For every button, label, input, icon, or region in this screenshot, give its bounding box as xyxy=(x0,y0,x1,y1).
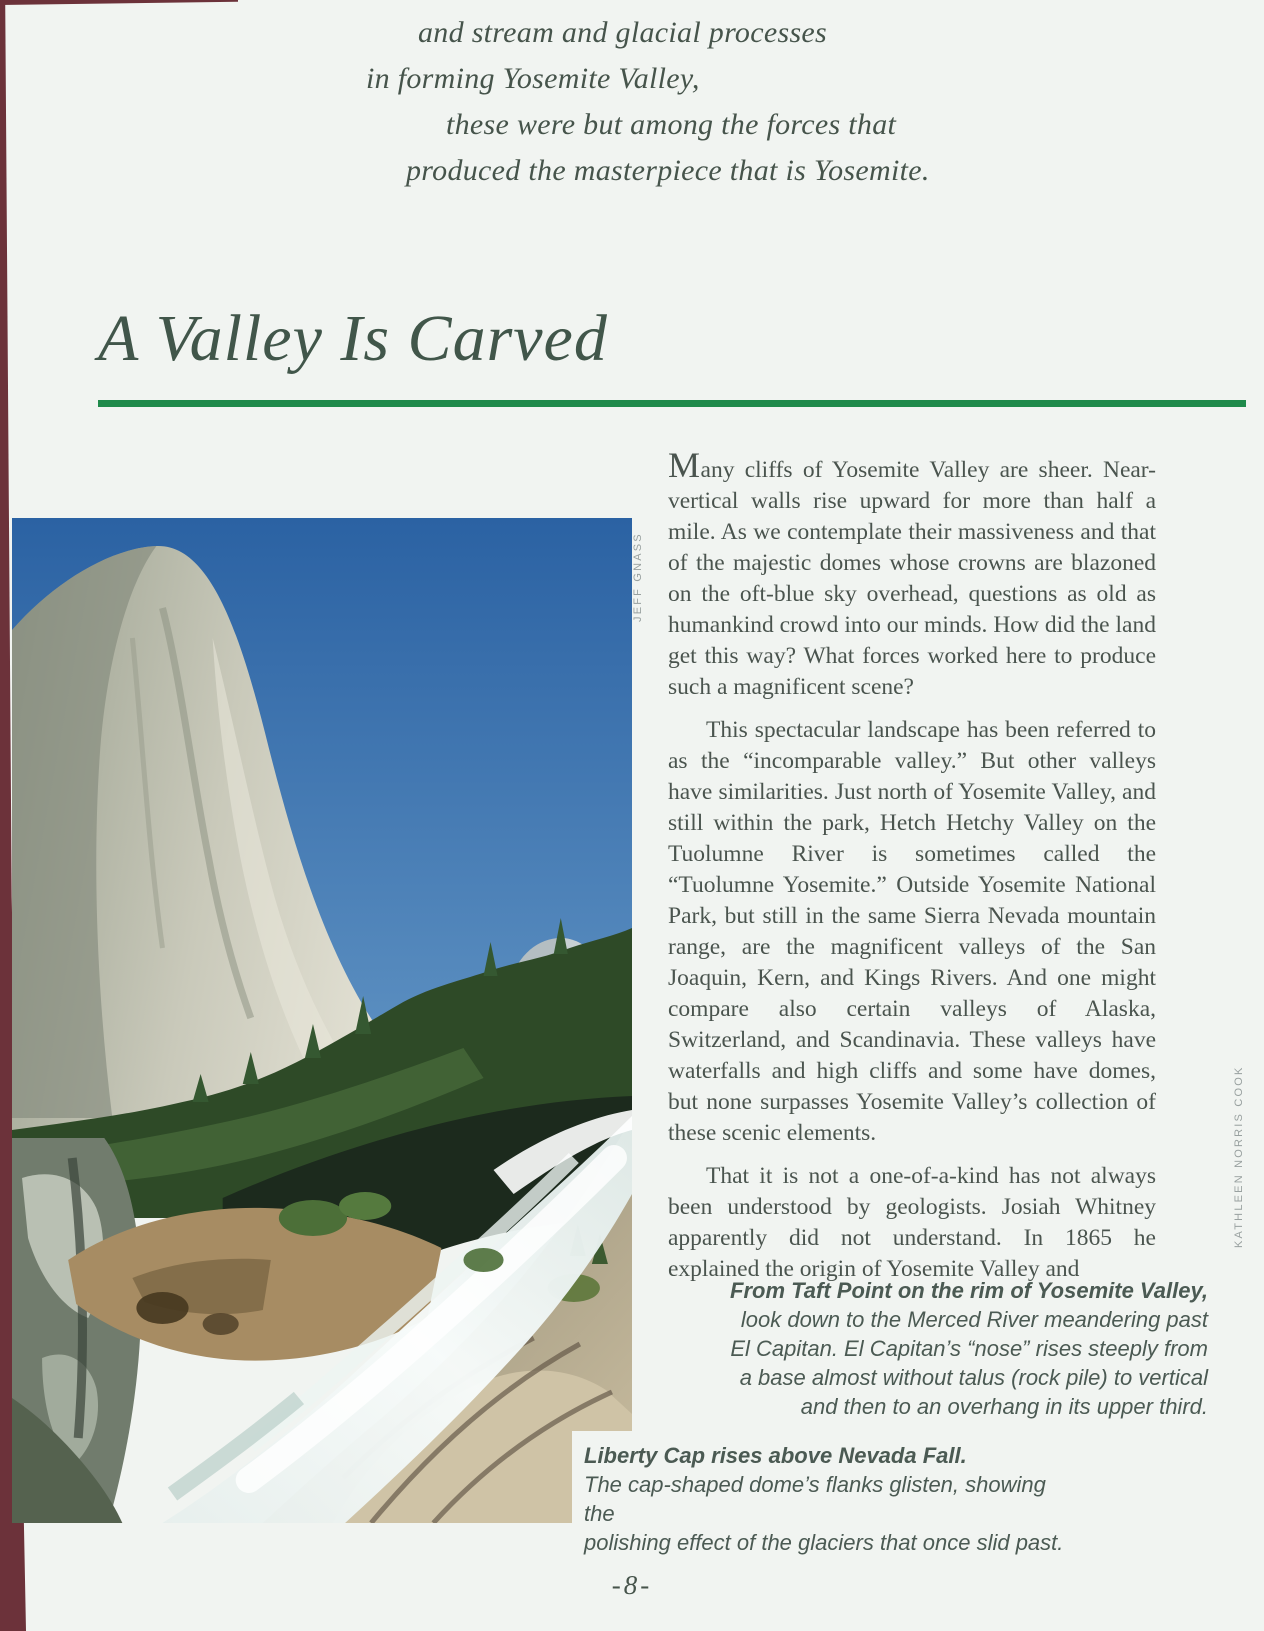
caption-line: polishing effect of the glaciers that once slid past. xyxy=(584,1530,1064,1555)
epigraph-line: produced the masterpiece that is Yosemite. xyxy=(406,154,930,187)
epigraph xyxy=(360,10,1020,194)
initial-capital: M xyxy=(668,445,701,485)
liberty-cap-photo-art xyxy=(12,518,632,1523)
paragraph-1 xyxy=(668,445,1156,703)
caption-line: a base almost without talus (rock pile) to vertical xyxy=(739,1365,1208,1390)
title-rule xyxy=(98,400,1246,407)
liberty-cap-photo xyxy=(12,518,632,1523)
caption-taft-point xyxy=(700,1276,1208,1421)
paragraph-3: That it is not a one-of-a-kind has not always been understood by geologists. Josiah Whitney apparently did not understand. In 1865 he explained the origin of Yosemite Valley and xyxy=(668,1163,1156,1282)
book-edge-stripe-top xyxy=(0,0,238,5)
epigraph-line: and stream and glacial processes xyxy=(418,16,828,49)
epigraph-line: these were but among the forces that xyxy=(446,108,897,141)
caption-line: From Taft Point on the rim of Yosemite Valley, xyxy=(730,1278,1208,1303)
caption-line: and then to an overhang in its upper third. xyxy=(800,1394,1208,1419)
chapter-title: A Valley Is Carved xyxy=(98,302,608,375)
paragraph-1-text: any cliffs of Yosemite Valley are sheer. Near-vertical walls rise upward for more than half a mile. As we contemplate their massiveness and that of the majestic domes whose crowns are blazoned on the oft-blue sky overhead, questions as old as humankind crowd into our minds. How did the land get this way? What forces worked here to produce such a magnificent scene? xyxy=(668,457,1156,700)
photo-credit-kathleen-norris-cook: KATHLEEN NORRIS COOK xyxy=(1233,1065,1245,1248)
caption-liberty-cap xyxy=(584,1441,1074,1557)
caption-line: The cap-shaped dome’s flanks glisten, showing the xyxy=(584,1472,1046,1526)
paragraph-2: This spectacular landscape has been referred to as the “incomparable valley.” But other valleys have similarities. Just north of Yosemite Valley, and still within the park, Hetch Hetchy Valley on the Tuolumne River is sometimes called the “Tuolumne Yosemite.” Outside Yosemite National Park, but still in the same Sierra Nevada mountain range, are the magnificent valleys of the San Joaquin, Kern, and Kings Rivers. And one might compare also certain valleys of Alaska, Switzerland, and Scandinavia. These valleys have waterfalls and high cliffs and some have domes, but none surpasses Yosemite Valley’s collection of these scenic elements. xyxy=(668,717,1156,1146)
epigraph-line: in forming Yosemite Valley, xyxy=(366,62,700,95)
page-number: -8- xyxy=(611,1570,653,1600)
caption-line: Liberty Cap rises above Nevada Fall. xyxy=(584,1443,967,1468)
body-column xyxy=(668,445,1156,1285)
caption-line: look down to the Merced River meandering past xyxy=(740,1307,1208,1332)
caption-line: El Capitan. El Capitan’s “nose” rises steeply from xyxy=(730,1336,1208,1361)
photo-credit-jeff-gnass: JEFF GNASS xyxy=(632,532,644,622)
